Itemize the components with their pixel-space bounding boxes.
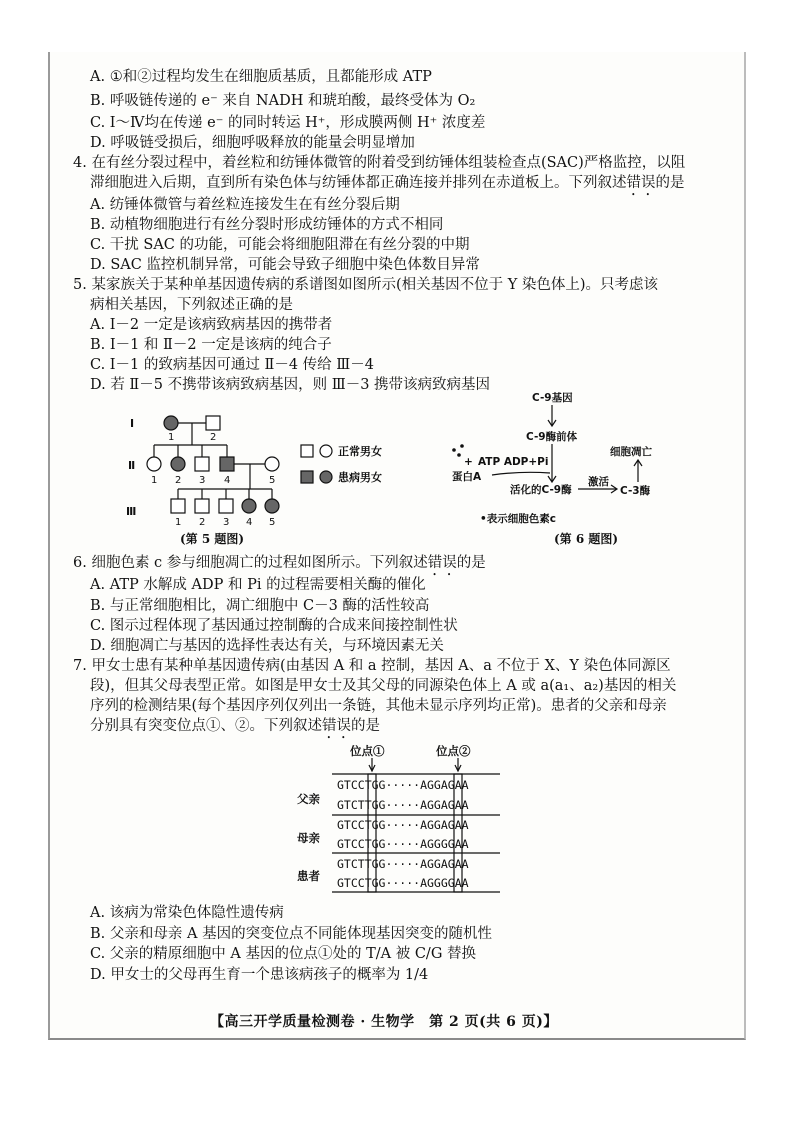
mother-seq-2: GTCCTGG·····AGGGGAA [337, 837, 469, 851]
num-ii4: 4 [224, 475, 231, 486]
pedigree-ii1-normal-female [147, 457, 161, 471]
fig6-precursor-label: C-9酶前体 [526, 431, 578, 443]
q7-option-a: A. 该病为常染色体隐性遗传病 [90, 905, 284, 921]
num-iii3: 3 [223, 517, 230, 528]
q5-option-b: B. Ⅰ－1 和 Ⅱ－2 一定是该病的纯合子 [90, 337, 332, 353]
q5-option-d: D. 若 Ⅱ－5 不携带该病致病基因，则 Ⅲ－3 携带该病致病基因 [90, 377, 491, 393]
q3-option-c: C. Ⅰ～Ⅳ均在传递 e⁻ 的同时转运 H⁺，形成膜两侧 H⁺ 浓度差 [90, 115, 486, 131]
fig6-c3-label: C-3酶 [620, 485, 651, 497]
legend-affected-female-icon [320, 471, 332, 483]
pedigree-iii3-normal-male [219, 499, 233, 513]
q5-option-c: C. Ⅰ－1 的致病基因可通过 Ⅱ－4 传给 Ⅲ－4 [90, 357, 374, 373]
pedigree-figure [110, 405, 430, 545]
row-label-father: 父亲 [297, 792, 320, 806]
fig6-plus-label: + [464, 456, 473, 468]
q4-option-b: B. 动植物细胞进行有丝分裂时形成纺锤体的方式不相同 [90, 217, 444, 233]
father-seq-1: GTCCTGG·····AGGAGAA [337, 778, 469, 792]
q4-stem-line2: 滞细胞进入后期，直到所有染色体与纺锤体都正确连接并排列在赤道板上。下列叙述错误的是 [90, 175, 685, 191]
pedigree-i1-affected-female [164, 416, 178, 430]
q5-option-a: A. Ⅰ－2 一定是该病致病基因的携带者 [90, 317, 333, 333]
num-ii2: 2 [175, 475, 182, 486]
pedigree-ii3-normal-male [195, 457, 209, 471]
patient-seq-2: GTCCTGG·····AGGGGAA [337, 876, 469, 890]
q5-stem-line1: 5. 某家族关于某种单基因遗传病的系谱图如图所示(相关基因不位于 Y 染色体上)。只考虑该 [73, 277, 659, 293]
legend-normal-label: 正常男女 [338, 445, 382, 458]
q7-stem-line1: 7. 甲女士患有某种单基因遗传病(由基因 A 和 a 控制，基因 A、a 不位于 X、Y 染色体同源区 [73, 658, 671, 674]
fig6-active-c9-label: 活化的C-9酶 [510, 484, 572, 496]
legend-affected-male-icon [301, 471, 313, 483]
q6-option-a: A. ATP 水解成 ADP 和 Pi 的过程需要相关酶的催化 [90, 577, 426, 593]
gen-label-ii: Ⅱ [128, 459, 136, 472]
row-label-mother: 母亲 [297, 831, 320, 845]
q7-option-c: C. 父亲的精原细胞中 A 基因的位点①处的 T/A 被 C/G 替换 [90, 946, 477, 962]
q3-option-d: D. 呼吸链受损后，细胞呼吸释放的能量会明显增加 [90, 135, 415, 151]
patient-seq-1: GTCTTGG·····AGGAGAA [337, 857, 469, 871]
fig6-activate-label: 激活 [588, 476, 609, 488]
q5-stem-line2: 病相关基因，下列叙述正确的是 [90, 297, 293, 313]
father-seq-2: GTCTTGG·····AGGAGAA [337, 798, 469, 812]
site2-label: 位点② [436, 744, 471, 758]
fig6-caption: (第 6 题图) [554, 532, 619, 546]
q3-option-a: A. ①和②过程均发生在细胞质基质，且都能形成 ATP [90, 69, 432, 85]
pedigree-iii5-affected-female [265, 499, 279, 513]
row-label-patient: 患者 [297, 869, 320, 883]
pedigree-i2-normal-male [206, 416, 220, 430]
cytochrome-c-dots [452, 444, 464, 457]
num-iii4: 4 [246, 517, 253, 528]
q6-stem: 6. 细胞色素 c 参与细胞凋亡的过程如图所示。下列叙述错误的是 [73, 555, 486, 571]
fig6-atp-label: ATP ADP+Pi [478, 456, 549, 468]
q7-stem-line4: 分别具有突变位点①、②。下列叙述错误的是 [90, 718, 380, 734]
fig6-legend: •表示细胞色素c [480, 513, 556, 525]
q7-stem-line3: 序列的检测结果(每个基因序列仅列出一条链，其他未显示序列均正常)。患者的父亲和母亲 [90, 698, 667, 714]
fig6-gene-label: C-9基因 [532, 392, 573, 404]
num-i2: 2 [210, 432, 217, 443]
pedigree-iii2-normal-male [195, 499, 209, 513]
q3-option-b: B. 呼吸链传递的 e⁻ 来自 NADH 和琥珀酸，最终受体为 O₂ [90, 93, 476, 109]
q6-option-c: C. 图示过程体现了基因通过控制酶的合成来间接控制性状 [90, 618, 458, 634]
mother-seq-1: GTCCTGG·····AGGAGAA [337, 818, 469, 832]
site1-label: 位点① [350, 744, 385, 758]
q7-option-b: B. 父亲和母亲 A 基因的突变位点不同能体现基因突变的随机性 [90, 926, 493, 942]
pedigree-ii2-affected-female [171, 457, 185, 471]
num-ii5: 5 [269, 475, 276, 486]
num-ii1: 1 [151, 475, 158, 486]
fig5-caption: (第 5 题图) [180, 532, 245, 546]
page-footer: 【高三开学质量检测卷 · 生物学 第 2 页(共 6 页)】 [210, 1014, 558, 1030]
apoptosis-pathway-figure [440, 385, 680, 545]
pedigree-iii4-affected-female [242, 499, 256, 513]
q7-stem-line2: 段)，但其父母表型正常。如图是甲女士及其父母的同源染色体上 A 或 a(a₁、a₂)基因的相关 [90, 678, 677, 694]
arrow-protein-a [492, 472, 550, 475]
q7-option-d: D. 甲女士的父母再生育一个患该病孩子的概率为 1/4 [90, 967, 429, 983]
pedigree-ii4-affected-male [220, 457, 234, 471]
num-i1: 1 [168, 432, 175, 443]
legend-normal-male-icon [301, 445, 313, 457]
q4-option-a: A. 纺锤体微管与着丝粒连接发生在有丝分裂后期 [90, 197, 400, 213]
num-iii1: 1 [175, 517, 182, 528]
pedigree-iii1-normal-male [171, 499, 185, 513]
gen-label-iii: Ⅲ [126, 505, 137, 518]
num-ii3: 3 [199, 475, 206, 486]
fig6-apoptosis-label: 细胞凋亡 [610, 446, 652, 458]
q4-option-c: C. 干扰 SAC 的功能，可能会将细胞阻滞在有丝分裂的中期 [90, 237, 470, 253]
pedigree-ii5-normal-female [265, 457, 279, 471]
fig6-protein-a-label: 蛋白A [452, 471, 482, 483]
q4-stem-line1: 4. 在有丝分裂过程中，着丝粒和纺锤体微管的附着受到纺锤体组装检查点(SAC)严格监控，以阻 [73, 155, 686, 171]
legend-affected-label: 患病男女 [338, 471, 382, 484]
q6-option-b: B. 与正常细胞相比，凋亡细胞中 C－3 酶的活性较高 [90, 598, 430, 614]
num-iii5: 5 [269, 517, 276, 528]
legend-normal-female-icon [320, 445, 332, 457]
num-iii2: 2 [199, 517, 206, 528]
q4-option-d: D. SAC 监控机制异常，可能会导致子细胞中染色体数目异常 [90, 257, 480, 273]
q6-option-d: D. 细胞凋亡与基因的选择性表达有关，与环境因素无关 [90, 638, 444, 654]
gen-label-i: Ⅰ [130, 417, 135, 430]
